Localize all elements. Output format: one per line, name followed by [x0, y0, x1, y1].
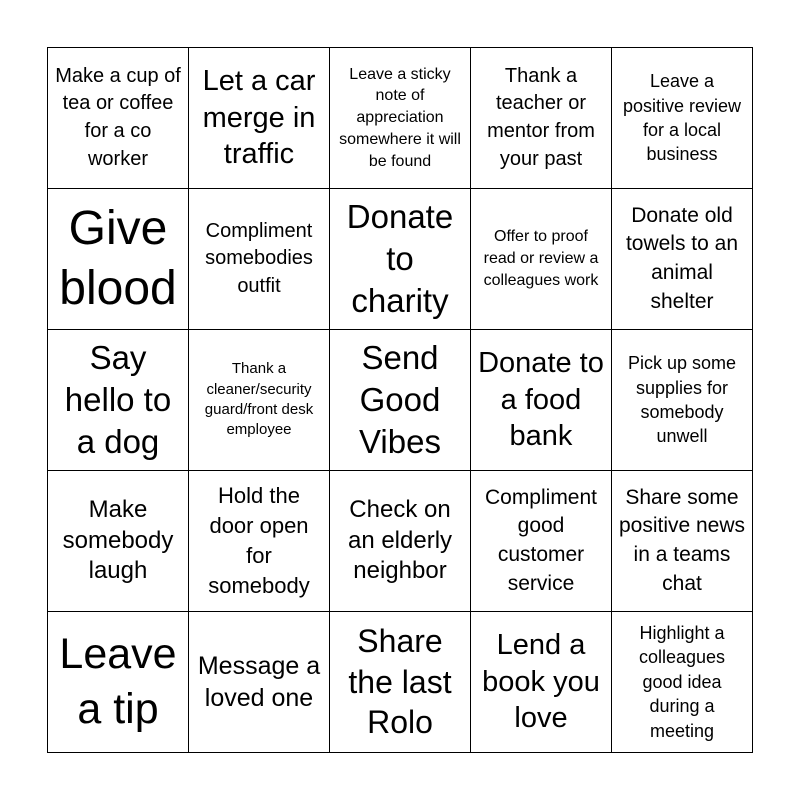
square-text: Leave a sticky note of appreciation somewhere it will be found [339, 65, 461, 170]
square-text: Check on an elderly neighbor [347, 495, 453, 585]
bingo-square[interactable] [330, 189, 471, 330]
bingo-square[interactable] [189, 189, 330, 330]
bingo-square[interactable] [612, 330, 753, 471]
bingo-square[interactable] [330, 48, 471, 189]
square-text: Send Good Vibes [359, 339, 441, 460]
bingo-square[interactable] [48, 330, 189, 471]
bingo-square[interactable] [189, 48, 330, 189]
bingo-square[interactable] [330, 612, 471, 753]
square-text: Make somebody laugh [62, 495, 174, 585]
bingo-square[interactable] [612, 48, 753, 189]
bingo-square[interactable] [612, 189, 753, 330]
square-text: Donate to charity [346, 198, 454, 319]
bingo-card [47, 47, 753, 753]
bingo-square[interactable] [48, 471, 189, 612]
square-text: Leave a tip [59, 629, 177, 733]
square-text: Compliment somebodies outfit [205, 219, 313, 297]
square-text: Offer to proof read or review a colleagues work [483, 228, 599, 289]
bingo-square[interactable] [189, 471, 330, 612]
bingo-square[interactable] [48, 612, 189, 753]
bingo-square[interactable] [471, 471, 612, 612]
bingo-square[interactable] [471, 189, 612, 330]
bingo-square[interactable] [471, 330, 612, 471]
bingo-square[interactable] [471, 612, 612, 753]
bingo-square[interactable] [189, 330, 330, 471]
square-text: Hold the door open for somebody [208, 483, 310, 598]
square-text: Let a car merge in traffic [202, 64, 316, 171]
bingo-square[interactable] [48, 189, 189, 330]
square-text: Make a cup of tea or coffee for a co worker [55, 64, 181, 170]
square-text: Donate old towels to an animal shelter [625, 203, 739, 313]
square-text: Leave a positive review for a local business [622, 71, 742, 165]
square-text: Highlight a colleagues good idea during a meeting [638, 622, 726, 741]
square-text: Pick up some supplies for somebody unwell [627, 353, 737, 447]
square-text: Share the last Rolo [348, 623, 452, 741]
square-text: Give blood [59, 202, 177, 315]
bingo-square[interactable] [612, 471, 753, 612]
bingo-square[interactable] [48, 48, 189, 189]
square-text: Lend a book you love [482, 628, 600, 735]
square-text: Compliment good customer service [484, 485, 598, 595]
square-text: Thank a teacher or mentor from your past [487, 64, 595, 170]
bingo-square[interactable] [330, 330, 471, 471]
square-text: Message a loved one [197, 652, 321, 712]
bingo-square[interactable] [330, 471, 471, 612]
square-text: Share some positive news in a teams chat [618, 485, 746, 595]
bingo-square[interactable] [612, 612, 753, 753]
bingo-square[interactable] [471, 48, 612, 189]
square-text: Thank a cleaner/security guard/front desk employee [204, 360, 314, 439]
square-text: Donate to a food bank [478, 346, 604, 453]
square-text: Say hello to a dog [64, 339, 172, 460]
bingo-square[interactable] [189, 612, 330, 753]
